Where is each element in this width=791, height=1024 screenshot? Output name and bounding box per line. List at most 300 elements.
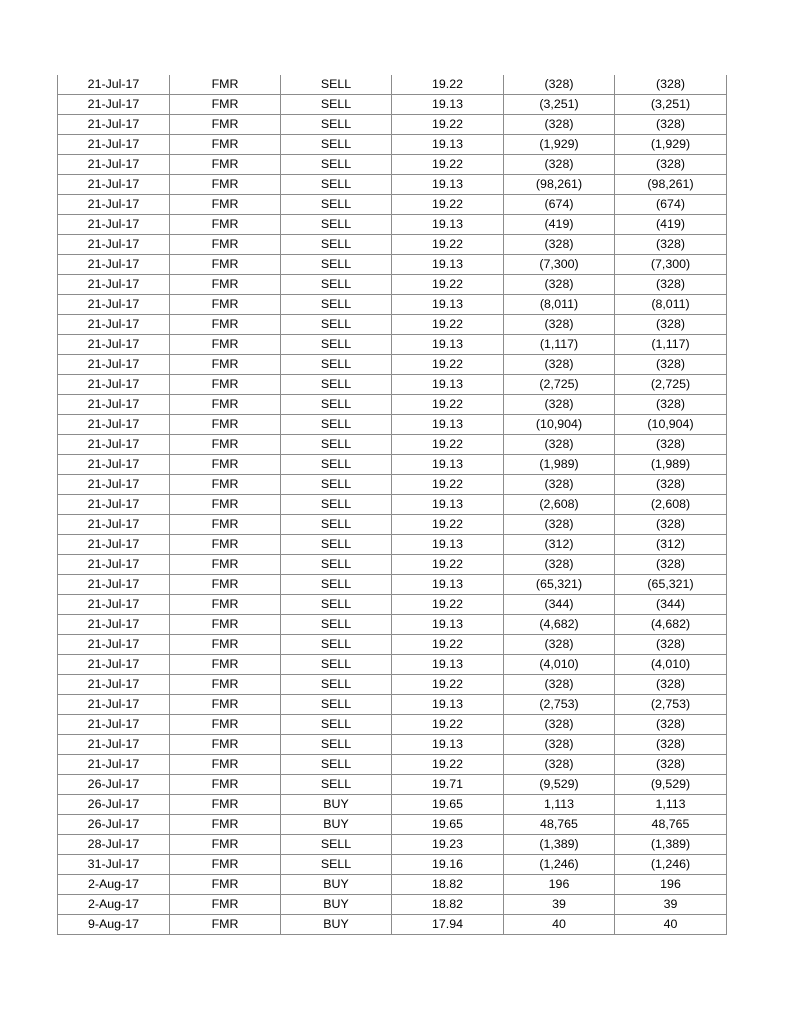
date-cell: 21-Jul-17	[58, 715, 170, 735]
shares-change-cell: (1,246)	[504, 855, 615, 875]
action-cell: SELL	[281, 635, 392, 655]
action-cell: SELL	[281, 755, 392, 775]
holder-cell: FMR	[170, 455, 281, 475]
shares-change-cell: (328)	[504, 75, 615, 95]
holder-cell: FMR	[170, 815, 281, 835]
action-cell: SELL	[281, 735, 392, 755]
holding-change-cell: (65,321)	[615, 575, 727, 595]
holder-cell: FMR	[170, 595, 281, 615]
table-row	[58, 655, 727, 675]
date-cell: 21-Jul-17	[58, 635, 170, 655]
holding-change-cell: (328)	[615, 315, 727, 335]
table-row	[58, 395, 727, 415]
holding-change-cell: (4,682)	[615, 615, 727, 635]
price-cell: 19.22	[392, 635, 504, 655]
action-cell: SELL	[281, 215, 392, 235]
price-cell: 19.22	[392, 315, 504, 335]
shares-change-cell: (328)	[504, 755, 615, 775]
date-cell: 2-Aug-17	[58, 875, 170, 895]
table-row	[58, 175, 727, 195]
shares-change-cell: (328)	[504, 275, 615, 295]
date-cell: 21-Jul-17	[58, 595, 170, 615]
shares-change-cell: (419)	[504, 215, 615, 235]
holder-cell: FMR	[170, 315, 281, 335]
date-cell: 21-Jul-17	[58, 295, 170, 315]
shares-change-cell: 196	[504, 875, 615, 895]
action-cell: SELL	[281, 675, 392, 695]
table-row	[58, 735, 727, 755]
date-cell: 21-Jul-17	[58, 275, 170, 295]
date-cell: 21-Jul-17	[58, 455, 170, 475]
action-cell: SELL	[281, 335, 392, 355]
date-cell: 21-Jul-17	[58, 415, 170, 435]
holder-cell: FMR	[170, 415, 281, 435]
holder-cell: FMR	[170, 555, 281, 575]
price-cell: 18.82	[392, 875, 504, 895]
holder-cell: FMR	[170, 115, 281, 135]
shares-change-cell: (9,529)	[504, 775, 615, 795]
shares-change-cell: (328)	[504, 155, 615, 175]
price-cell: 18.82	[392, 895, 504, 915]
shares-change-cell: (328)	[504, 675, 615, 695]
date-cell: 21-Jul-17	[58, 395, 170, 415]
date-cell: 26-Jul-17	[58, 815, 170, 835]
price-cell: 19.22	[392, 355, 504, 375]
table-row	[58, 95, 727, 115]
holder-cell: FMR	[170, 695, 281, 715]
holding-change-cell: (1,389)	[615, 835, 727, 855]
action-cell: SELL	[281, 275, 392, 295]
price-cell: 19.71	[392, 775, 504, 795]
shares-change-cell: (328)	[504, 515, 615, 535]
holding-change-cell: (4,010)	[615, 655, 727, 675]
action-cell: SELL	[281, 95, 392, 115]
date-cell: 21-Jul-17	[58, 615, 170, 635]
price-cell: 19.13	[392, 375, 504, 395]
holding-change-cell: (328)	[615, 155, 727, 175]
shares-change-cell: 1,113	[504, 795, 615, 815]
action-cell: SELL	[281, 575, 392, 595]
shares-change-cell: (328)	[504, 635, 615, 655]
shares-change-cell: (2,608)	[504, 495, 615, 515]
price-cell: 17.94	[392, 915, 504, 935]
action-cell: BUY	[281, 795, 392, 815]
table-row	[58, 515, 727, 535]
table-row	[58, 695, 727, 715]
shares-change-cell: (328)	[504, 555, 615, 575]
holder-cell: FMR	[170, 575, 281, 595]
holder-cell: FMR	[170, 615, 281, 635]
date-cell: 21-Jul-17	[58, 135, 170, 155]
action-cell: SELL	[281, 535, 392, 555]
action-cell: SELL	[281, 235, 392, 255]
holding-change-cell: (98,261)	[615, 175, 727, 195]
holder-cell: FMR	[170, 155, 281, 175]
table-row	[58, 215, 727, 235]
date-cell: 21-Jul-17	[58, 235, 170, 255]
date-cell: 21-Jul-17	[58, 675, 170, 695]
holding-change-cell: (674)	[615, 195, 727, 215]
holder-cell: FMR	[170, 195, 281, 215]
date-cell: 26-Jul-17	[58, 775, 170, 795]
holding-change-cell: (328)	[615, 675, 727, 695]
action-cell: SELL	[281, 195, 392, 215]
holder-cell: FMR	[170, 655, 281, 675]
date-cell: 21-Jul-17	[58, 735, 170, 755]
table-row	[58, 255, 727, 275]
action-cell: SELL	[281, 155, 392, 175]
holding-change-cell: (328)	[615, 435, 727, 455]
shares-change-cell: 40	[504, 915, 615, 935]
shares-change-cell: (328)	[504, 475, 615, 495]
price-cell: 19.65	[392, 795, 504, 815]
shares-change-cell: (328)	[504, 735, 615, 755]
date-cell: 21-Jul-17	[58, 95, 170, 115]
holder-cell: FMR	[170, 875, 281, 895]
price-cell: 19.22	[392, 755, 504, 775]
shares-change-cell: 39	[504, 895, 615, 915]
holding-change-cell: 40	[615, 915, 727, 935]
date-cell: 2-Aug-17	[58, 895, 170, 915]
price-cell: 19.13	[392, 615, 504, 635]
holding-change-cell: (328)	[615, 635, 727, 655]
price-cell: 19.13	[392, 135, 504, 155]
table-row	[58, 195, 727, 215]
action-cell: SELL	[281, 655, 392, 675]
shares-change-cell: (328)	[504, 395, 615, 415]
shares-change-cell: (2,753)	[504, 695, 615, 715]
shares-change-cell: (7,300)	[504, 255, 615, 275]
date-cell: 21-Jul-17	[58, 175, 170, 195]
holder-cell: FMR	[170, 95, 281, 115]
action-cell: SELL	[281, 355, 392, 375]
table-row	[58, 555, 727, 575]
holding-change-cell: 196	[615, 875, 727, 895]
shares-change-cell: (674)	[504, 195, 615, 215]
holding-change-cell: (7,300)	[615, 255, 727, 275]
date-cell: 21-Jul-17	[58, 355, 170, 375]
date-cell: 9-Aug-17	[58, 915, 170, 935]
holding-change-cell: (10,904)	[615, 415, 727, 435]
table-row	[58, 415, 727, 435]
table-row	[58, 795, 727, 815]
shares-change-cell: (1,989)	[504, 455, 615, 475]
holder-cell: FMR	[170, 675, 281, 695]
price-cell: 19.22	[392, 555, 504, 575]
shares-change-cell: (328)	[504, 435, 615, 455]
table-row	[58, 775, 727, 795]
action-cell: SELL	[281, 375, 392, 395]
table-row	[58, 475, 727, 495]
transactions-table-body	[58, 75, 727, 935]
action-cell: BUY	[281, 915, 392, 935]
date-cell: 21-Jul-17	[58, 155, 170, 175]
price-cell: 19.13	[392, 95, 504, 115]
shares-change-cell: (344)	[504, 595, 615, 615]
date-cell: 21-Jul-17	[58, 335, 170, 355]
price-cell: 19.22	[392, 515, 504, 535]
table-row	[58, 615, 727, 635]
action-cell: SELL	[281, 495, 392, 515]
price-cell: 19.22	[392, 595, 504, 615]
transactions-table	[57, 75, 727, 935]
holder-cell: FMR	[170, 355, 281, 375]
price-cell: 19.22	[392, 275, 504, 295]
action-cell: SELL	[281, 435, 392, 455]
holding-change-cell: (9,529)	[615, 775, 727, 795]
holder-cell: FMR	[170, 495, 281, 515]
holding-change-cell: (328)	[615, 75, 727, 95]
shares-change-cell: (1,929)	[504, 135, 615, 155]
table-row	[58, 75, 727, 95]
table-row	[58, 435, 727, 455]
shares-change-cell: (1,117)	[504, 335, 615, 355]
action-cell: SELL	[281, 295, 392, 315]
price-cell: 19.13	[392, 535, 504, 555]
date-cell: 21-Jul-17	[58, 195, 170, 215]
action-cell: BUY	[281, 815, 392, 835]
date-cell: 21-Jul-17	[58, 575, 170, 595]
holder-cell: FMR	[170, 515, 281, 535]
action-cell: SELL	[281, 695, 392, 715]
shares-change-cell: (312)	[504, 535, 615, 555]
shares-change-cell: (2,725)	[504, 375, 615, 395]
date-cell: 21-Jul-17	[58, 375, 170, 395]
shares-change-cell: (328)	[504, 355, 615, 375]
price-cell: 19.13	[392, 495, 504, 515]
action-cell: SELL	[281, 455, 392, 475]
holding-change-cell: (328)	[615, 715, 727, 735]
price-cell: 19.13	[392, 255, 504, 275]
holding-change-cell: (328)	[615, 275, 727, 295]
action-cell: SELL	[281, 175, 392, 195]
holding-change-cell: (2,725)	[615, 375, 727, 395]
price-cell: 19.13	[392, 335, 504, 355]
date-cell: 21-Jul-17	[58, 115, 170, 135]
action-cell: SELL	[281, 395, 392, 415]
date-cell: 21-Jul-17	[58, 655, 170, 675]
table-row	[58, 235, 727, 255]
action-cell: SELL	[281, 315, 392, 335]
table-row	[58, 375, 727, 395]
holding-change-cell: (328)	[615, 475, 727, 495]
holding-change-cell: (1,246)	[615, 855, 727, 875]
shares-change-cell: (10,904)	[504, 415, 615, 435]
action-cell: SELL	[281, 75, 392, 95]
action-cell: BUY	[281, 895, 392, 915]
holder-cell: FMR	[170, 375, 281, 395]
holding-change-cell: (328)	[615, 115, 727, 135]
price-cell: 19.13	[392, 735, 504, 755]
action-cell: SELL	[281, 255, 392, 275]
table-row	[58, 135, 727, 155]
holder-cell: FMR	[170, 855, 281, 875]
price-cell: 19.13	[392, 455, 504, 475]
holding-change-cell: (1,929)	[615, 135, 727, 155]
date-cell: 21-Jul-17	[58, 755, 170, 775]
holder-cell: FMR	[170, 915, 281, 935]
price-cell: 19.13	[392, 215, 504, 235]
holding-change-cell: (1,117)	[615, 335, 727, 355]
table-row	[58, 315, 727, 335]
action-cell: SELL	[281, 515, 392, 535]
holding-change-cell: (419)	[615, 215, 727, 235]
shares-change-cell: (4,682)	[504, 615, 615, 635]
price-cell: 19.22	[392, 115, 504, 135]
table-row	[58, 895, 727, 915]
table-row	[58, 595, 727, 615]
shares-change-cell: (98,261)	[504, 175, 615, 195]
action-cell: SELL	[281, 595, 392, 615]
holder-cell: FMR	[170, 175, 281, 195]
price-cell: 19.13	[392, 695, 504, 715]
date-cell: 26-Jul-17	[58, 795, 170, 815]
action-cell: SELL	[281, 835, 392, 855]
table-row	[58, 815, 727, 835]
holding-change-cell: 1,113	[615, 795, 727, 815]
price-cell: 19.13	[392, 655, 504, 675]
table-row	[58, 355, 727, 375]
price-cell: 19.13	[392, 575, 504, 595]
holder-cell: FMR	[170, 255, 281, 275]
price-cell: 19.13	[392, 415, 504, 435]
holder-cell: FMR	[170, 215, 281, 235]
table-row	[58, 335, 727, 355]
holder-cell: FMR	[170, 275, 281, 295]
holding-change-cell: (2,753)	[615, 695, 727, 715]
shares-change-cell: (1,389)	[504, 835, 615, 855]
holder-cell: FMR	[170, 895, 281, 915]
price-cell: 19.22	[392, 195, 504, 215]
holder-cell: FMR	[170, 435, 281, 455]
holder-cell: FMR	[170, 135, 281, 155]
holding-change-cell: (328)	[615, 755, 727, 775]
price-cell: 19.13	[392, 295, 504, 315]
holding-change-cell: 48,765	[615, 815, 727, 835]
holder-cell: FMR	[170, 295, 281, 315]
table-row	[58, 635, 727, 655]
shares-change-cell: (328)	[504, 315, 615, 335]
holding-change-cell: (2,608)	[615, 495, 727, 515]
holding-change-cell: (328)	[615, 735, 727, 755]
shares-change-cell: (8,011)	[504, 295, 615, 315]
date-cell: 21-Jul-17	[58, 695, 170, 715]
holder-cell: FMR	[170, 75, 281, 95]
date-cell: 31-Jul-17	[58, 855, 170, 875]
date-cell: 21-Jul-17	[58, 255, 170, 275]
holding-change-cell: (328)	[615, 395, 727, 415]
action-cell: SELL	[281, 615, 392, 635]
table-row	[58, 875, 727, 895]
holding-change-cell: (3,251)	[615, 95, 727, 115]
holding-change-cell: (344)	[615, 595, 727, 615]
date-cell: 21-Jul-17	[58, 515, 170, 535]
shares-change-cell: (328)	[504, 235, 615, 255]
table-row	[58, 675, 727, 695]
table-row	[58, 455, 727, 475]
shares-change-cell: (65,321)	[504, 575, 615, 595]
date-cell: 21-Jul-17	[58, 495, 170, 515]
date-cell: 21-Jul-17	[58, 215, 170, 235]
price-cell: 19.22	[392, 395, 504, 415]
price-cell: 19.22	[392, 715, 504, 735]
holding-change-cell: (1,989)	[615, 455, 727, 475]
holding-change-cell: 39	[615, 895, 727, 915]
price-cell: 19.22	[392, 475, 504, 495]
action-cell: SELL	[281, 115, 392, 135]
action-cell: SELL	[281, 475, 392, 495]
holding-change-cell: (328)	[615, 515, 727, 535]
holder-cell: FMR	[170, 835, 281, 855]
price-cell: 19.22	[392, 75, 504, 95]
price-cell: 19.22	[392, 155, 504, 175]
action-cell: SELL	[281, 415, 392, 435]
holder-cell: FMR	[170, 335, 281, 355]
holder-cell: FMR	[170, 795, 281, 815]
table-row	[58, 575, 727, 595]
holder-cell: FMR	[170, 475, 281, 495]
price-cell: 19.65	[392, 815, 504, 835]
action-cell: SELL	[281, 135, 392, 155]
action-cell: SELL	[281, 855, 392, 875]
price-cell: 19.13	[392, 175, 504, 195]
price-cell: 19.22	[392, 435, 504, 455]
table-row	[58, 855, 727, 875]
action-cell: SELL	[281, 715, 392, 735]
table-row	[58, 535, 727, 555]
table-row	[58, 715, 727, 735]
price-cell: 19.23	[392, 835, 504, 855]
shares-change-cell: (328)	[504, 715, 615, 735]
holder-cell: FMR	[170, 535, 281, 555]
date-cell: 21-Jul-17	[58, 75, 170, 95]
holding-change-cell: (8,011)	[615, 295, 727, 315]
shares-change-cell: (4,010)	[504, 655, 615, 675]
price-cell: 19.16	[392, 855, 504, 875]
table-row	[58, 835, 727, 855]
holder-cell: FMR	[170, 395, 281, 415]
holder-cell: FMR	[170, 755, 281, 775]
table-row	[58, 155, 727, 175]
holder-cell: FMR	[170, 775, 281, 795]
price-cell: 19.22	[392, 675, 504, 695]
date-cell: 21-Jul-17	[58, 555, 170, 575]
holder-cell: FMR	[170, 635, 281, 655]
table-row	[58, 915, 727, 935]
holder-cell: FMR	[170, 735, 281, 755]
table-row	[58, 275, 727, 295]
table-row	[58, 495, 727, 515]
holder-cell: FMR	[170, 715, 281, 735]
table-row	[58, 755, 727, 775]
date-cell: 21-Jul-17	[58, 475, 170, 495]
price-cell: 19.22	[392, 235, 504, 255]
date-cell: 21-Jul-17	[58, 535, 170, 555]
action-cell: SELL	[281, 555, 392, 575]
shares-change-cell: (3,251)	[504, 95, 615, 115]
table-row	[58, 295, 727, 315]
shares-change-cell: 48,765	[504, 815, 615, 835]
holding-change-cell: (328)	[615, 555, 727, 575]
table-row	[58, 115, 727, 135]
action-cell: BUY	[281, 875, 392, 895]
holder-cell: FMR	[170, 235, 281, 255]
date-cell: 21-Jul-17	[58, 435, 170, 455]
holding-change-cell: (328)	[615, 235, 727, 255]
date-cell: 21-Jul-17	[58, 315, 170, 335]
date-cell: 28-Jul-17	[58, 835, 170, 855]
action-cell: SELL	[281, 775, 392, 795]
